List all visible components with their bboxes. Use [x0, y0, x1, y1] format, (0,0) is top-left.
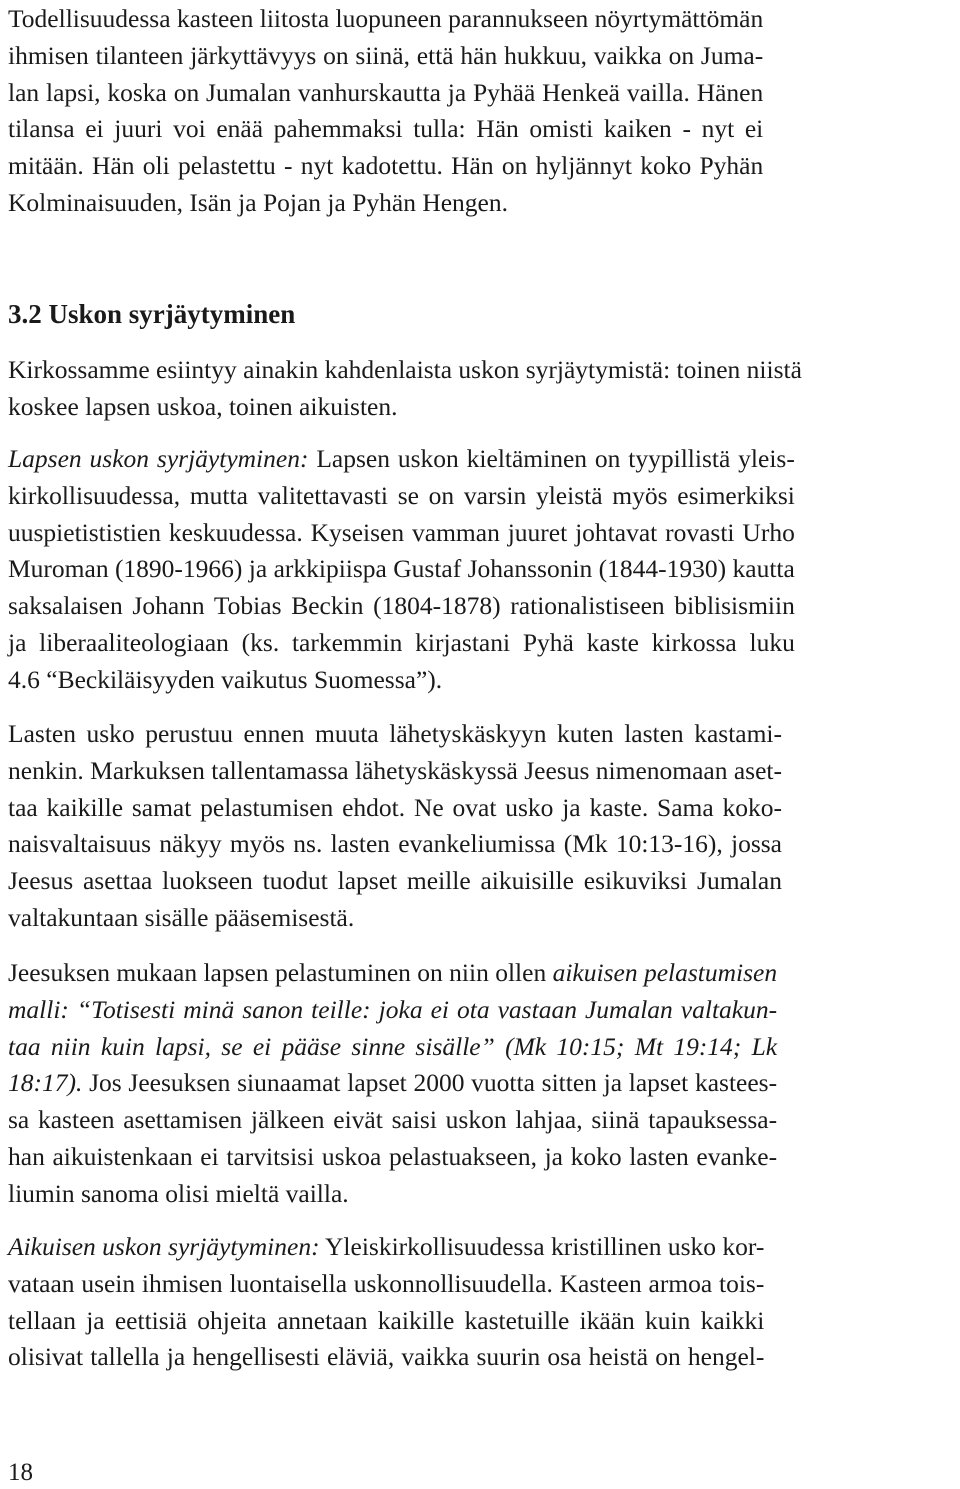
text-line: ja liberaaliteologiaan (ks. tarkemmin kirjastani Pyhä kaste kirkossa luku [8, 627, 795, 657]
paragraph-children-faith [8, 716, 782, 937]
child-faith-label: Lapsen uskon syrjäytyminen: [8, 444, 309, 473]
text-line [8, 441, 795, 478]
text-line [8, 1065, 777, 1102]
text-line: saksalaisen Johann Tobias Beckin (1804-1878) rationalistiseen biblisismiin [8, 591, 795, 621]
text-line: taa kaikille samat pelastumisen ehdot. Ne ovat usko ja kaste. Sama koko- [8, 792, 783, 822]
text-line: Kolminaisuuden, Isän ja Pojan ja Pyhän Hengen. [8, 187, 508, 217]
text-line: nenkin. Markuksen tallentamassa lähetyskäskyssä Jeesus nimenomaan aset- [8, 755, 783, 785]
text-line [8, 955, 777, 992]
paragraph-child-faith [8, 441, 795, 699]
adult-faith-label: Aikuisen uskon syrjäytyminen: [8, 1232, 320, 1261]
italic-run: aikuisen pelastumisen [552, 958, 778, 987]
text-line: lan lapsi, koska on Jumalan vanhurskautta ja Pyhää Henkeä vailla. Hänen [8, 77, 764, 107]
text-line: han aikuistenkaan ei tarvitsisi uskoa pelastuakseen, ja koko lasten evanke- [8, 1141, 778, 1171]
text-line [8, 1029, 777, 1066]
section-heading: 3.2 Uskon syrjäytyminen [8, 299, 296, 329]
text-line: tellaan ja eettisiä ohjeita annetaan kaikille kastetuille ikään kuin kaikki [8, 1305, 765, 1335]
text-line: vataan usein ihmisen luontaisella uskonnollisuudella. Kasteen armoa tois- [8, 1268, 765, 1298]
text-line: Muroman (1890-1966) ja arkkipiispa Gustaf Johanssonin (1844-1930) kautta [8, 554, 795, 584]
paragraph-jesus-model [8, 955, 777, 1213]
text-line: uuspietististien keskuudessa. Kyseisen vamman juuret johtavat rovasti Urho [8, 517, 795, 547]
text-line [8, 1229, 764, 1266]
text-line: sa kasteen asettamisen jälkeen eivät saisi uskon lahjaa, siinä tapauksessa- [8, 1105, 778, 1135]
text-run: Lapsen uskon kieltäminen on tyypillistä yleis- [308, 444, 795, 473]
italic-run: taa niin kuin lapsi, se ei pääse sinne sisälle” (Mk 10:15; Mt 19:14; Lk [8, 1031, 778, 1061]
italic-run: 18:17). [8, 1068, 83, 1098]
text-line: Jeesus asettaa luokseen tuodut lapset meille aikuisille esikuviksi Jumalan [8, 866, 783, 896]
text-line: koskee lapsen uskoa, toinen aikuisten. [8, 391, 398, 421]
page-number: 18 [8, 1459, 33, 1486]
paragraph-adult-faith [8, 1229, 764, 1376]
paragraph-intro [8, 1, 763, 222]
text-line: ihmisen tilanteen järkyttävyys on siinä, että hän hukkuu, vaikka on Juma- [8, 40, 764, 70]
text-line: Lasten usko perustuu ennen muuta lähetyskäskyyn kuten lasten kastami- [8, 719, 783, 748]
text-line [8, 992, 777, 1029]
text-line: Kirkossamme esiintyy ainakin kahdenlaista uskon syrjäytymistä: toinen niistä [8, 355, 802, 384]
paragraph-forms [8, 352, 802, 426]
text-line: 4.6 “Beckiläisyyden vaikutus Suomessa”). [8, 664, 443, 694]
text-line: Todellisuudessa kasteen liitosta luopuneen parannukseen nöyrtymättömän [8, 4, 764, 33]
text-line: liumin sanoma olisi mieltä vailla. [8, 1178, 349, 1208]
text-run: Jeesuksen mukaan lapsen pelastuminen on niin ollen [8, 958, 553, 987]
italic-run: malli: “Totisesti minä sanon teille: joka ei ota vastaan Jumalan valtakun- [8, 994, 778, 1024]
text-run: Yleiskirkollisuudessa kristillinen usko kor- [319, 1232, 765, 1261]
text-run: Jos Jeesuksen siunaamat lapset 2000 vuotta sitten ja lapset kastees- [82, 1068, 778, 1098]
text-line: tilansa ei juuri voi enää pahemmaksi tulla: Hän omisti kaiken - nyt ei [8, 114, 764, 144]
text-line: kirkollisuudessa, mutta valitettavasti se on varsin yleistä myös esimerkiksi [8, 480, 795, 510]
text-line: valtakuntaan sisälle pääsemisestä. [8, 902, 355, 932]
text-line: olisivat tallella ja hengellisesti eläviä, vaikka suurin osa heistä on hengel- [8, 1342, 765, 1372]
text-line: mitään. Hän oli pelastettu - nyt kadotettu. Hän on hyljännyt koko Pyhän [8, 151, 764, 181]
text-line: naisvaltaisuus näkyy myös ns. lasten evankeliumissa (Mk 10:13-16), jossa [8, 829, 783, 859]
